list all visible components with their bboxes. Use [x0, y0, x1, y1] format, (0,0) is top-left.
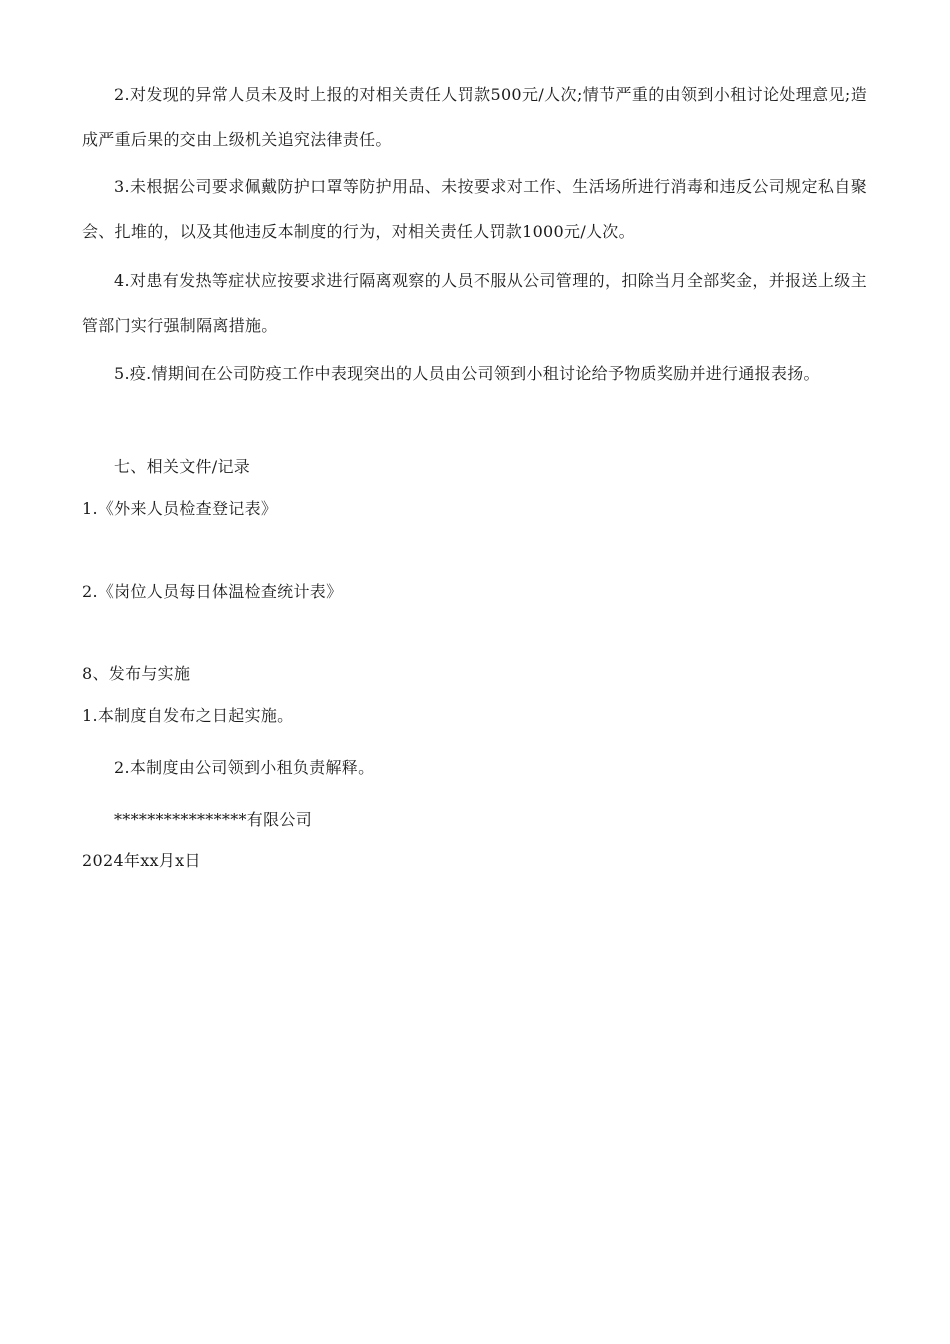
related-docs-heading: 七、相关文件/记录: [114, 457, 251, 476]
issue-date: 2024年xx月x日: [82, 851, 201, 870]
company-name: ****************有限公司: [114, 810, 312, 829]
release-item-1: 1.本制度自发布之日起实施。: [82, 706, 294, 725]
release-item-2: 2.本制度由公司领到小租负责解释。: [114, 758, 375, 777]
penalty-item-4: 4.对患有发热等症状应按要求进行隔离观察的人员不服从公司管理的，扣除当月全部奖金，并报送上级主管部门实行强制隔离措施。: [82, 271, 867, 335]
related-doc-1: 1.《外来人员检查登记表》: [82, 499, 278, 518]
release-heading: 8、发布与实施: [82, 664, 191, 683]
related-doc-2: 2.《岗位人员每日体温检查统计表》: [82, 582, 343, 601]
penalty-item-5: 5.疫.情期间在公司防疫工作中表现突出的人员由公司领到小租讨论给予物质奖励并进行通报表扬。: [114, 364, 820, 383]
penalty-item-2: 2.对发现的异常人员未及时上报的对相关责任人罚款500元/人次;情节严重的由领到小租讨论处理意见;造成严重后果的交由上级机关追究法律责任。: [82, 85, 867, 149]
penalty-item-3: 3.未根据公司要求佩戴防护口罩等防护用品、未按要求对工作、生活场所进行消毒和违反公司规定私自聚会、扎堆的，以及其他违反本制度的行为，对相关责任人罚款1000元/人次。: [82, 177, 867, 241]
